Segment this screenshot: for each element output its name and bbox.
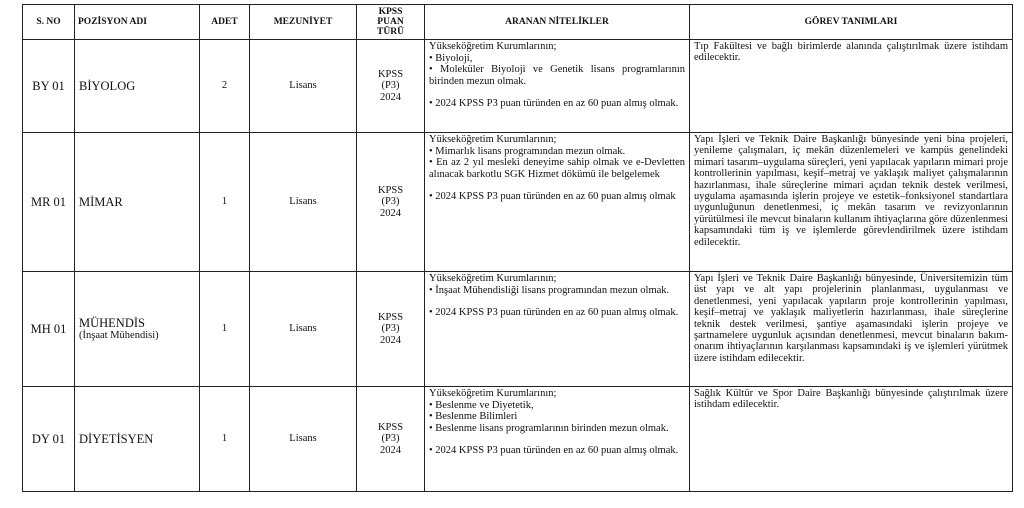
requirement-line: Yükseköğretim Kurumlarının; [429,273,557,284]
row-code: MH 01 [23,272,75,387]
row-kpss [357,387,425,492]
requirement-spacer [429,87,685,98]
kpss-line: (P3) [381,80,400,92]
requirement-line: • Biyoloji, [429,52,473,64]
position-name: DİYETİSYEN [79,432,154,446]
row-education: Lisans [250,133,357,272]
table-row [23,272,1013,387]
requirement-line: Yükseköğretim Kurumlarının; [429,388,557,399]
requirement-line: • 2024 KPSS P3 puan türünden en az 60 puan almış olmak [429,191,676,202]
kpss-line: (P3) [381,196,400,208]
table-row [23,40,1013,133]
position-name: BİYOLOG [79,79,136,93]
row-position [75,387,200,492]
position-subtitle: (İnşaat Mühendisi) [79,329,159,341]
requirement-line: • Moleküler Biyoloji ve Genetik lisans programlarının birinden mezun olmak. [429,64,685,87]
row-count: 1 [200,272,250,387]
kpss-line: KPSS [377,184,404,196]
kpss-line: KPSS [377,311,404,323]
requirement-line: • İnşaat Mühendisliği lisans programından mezun olmak. [429,284,670,296]
header-requirements: ARANAN NİTELİKLER [425,5,690,40]
kpss-line: KPSS [377,421,404,433]
kpss-line: KPSS [377,68,404,80]
kpss-line: (P3) [381,433,400,445]
header-sno: S. NO [23,5,75,40]
row-count: 1 [200,133,250,272]
row-requirements [425,40,690,133]
requirement-spacer [429,180,685,191]
row-count: 2 [200,40,250,133]
kpss-line: 2024 [380,444,401,456]
position-name: MİMAR [79,195,123,209]
row-code: BY 01 [23,40,75,133]
header-count: ADET [200,5,250,40]
requirement-line: • Beslenme Bilimleri [429,411,518,422]
header-kpss-line3: TÜRÜ [377,27,404,37]
row-kpss [357,133,425,272]
row-count: 1 [200,387,250,492]
table-row [23,387,1013,492]
header-education: MEZUNİYET [250,5,357,40]
row-duties: Tıp Fakültesi ve bağlı birimlerde alanında çalıştırılmak üzere istihdam edilecektir. [690,40,1013,133]
header-kpss [357,5,425,40]
row-education: Lisans [250,40,357,133]
requirement-line: • Beslenme ve Diyetetik, [429,399,534,411]
row-code: DY 01 [23,387,75,492]
row-requirements [425,133,690,272]
requirement-line: • 2024 KPSS P3 puan türünden en az 60 puan almış olmak. [429,307,679,318]
row-position [75,272,200,387]
kpss-line: 2024 [380,334,401,346]
row-position [75,133,200,272]
header-position: POZİSYON ADI [75,5,200,40]
requirement-line: • Beslenme lisans programlarının birinden mezun olmak. [429,422,669,434]
row-requirements [425,272,690,387]
row-kpss [357,40,425,133]
row-duties: Sağlık Kültür ve Spor Daire Başkanlığı bünyesinde çalıştırılmak üzere istihdam edilecektir. [690,387,1013,492]
kpss-line: 2024 [380,91,401,103]
positions-table [22,4,1013,492]
requirement-line: • En az 2 yıl mesleki deneyime sahip olmak ve e-Devletten alınacak barkotlu SGK Hizmet dökümü ile belgelemek [429,157,685,180]
requirement-spacer [429,434,685,445]
row-position [75,40,200,133]
requirement-line: Yükseköğretim Kurumlarının; [429,134,557,145]
header-kpss-line2: PUAN [377,17,404,27]
row-education: Lisans [250,272,357,387]
requirement-line: Yükseköğretim Kurumlarının; [429,41,557,52]
requirement-line: • 2024 KPSS P3 puan türünden en az 60 puan almış olmak. [429,98,679,109]
kpss-line: 2024 [380,207,401,219]
header-kpss-line1: KPSS [378,7,403,17]
row-kpss [357,272,425,387]
position-name: MÜHENDİS [79,315,145,330]
table-row [23,133,1013,272]
header-row [23,5,1013,40]
requirement-spacer [429,296,685,307]
row-code: MR 01 [23,133,75,272]
row-requirements [425,387,690,492]
kpss-line: (P3) [381,323,400,335]
row-education: Lisans [250,387,357,492]
header-duties: GÖREV TANIMLARI [690,5,1013,40]
requirement-line: • Mimarlık lisans programından mezun olmak. [429,145,626,157]
requirement-line: • 2024 KPSS P3 puan türünden en az 60 puan almış olmak. [429,445,679,456]
row-duties: Yapı İşleri ve Teknik Daire Başkanlığı bünyesinde yeni bina projeleri, yenileme çalışmaları, iç mekân düzenlemeleri ve kampüs genelindeki mimari tasarım–uygulama süreçleri, yeni yapılacak yapıların mimari proje kontrollerinin yapılması, keşif–metraj ve yaklaşık maliyet çalışmalarının hazırlanması, ihale süreçlerine mimari açıdan teknik destek verilmesi, uygulama aşamasında işlerin projeye ve estetik–fonksiyonel standartlara uygunluğunun denetlenmesi, iç mekân tasarım ve revizyonlarının yürütülmesi ile mevcut binaların kullanım ihtiyaçlarına göre düzenlenmesi kapsamındaki tüm iş ve işlemlerde görevlendirilmek üzere istihdam edilecektir. [690,133,1013,272]
row-duties: Yapı İşleri ve Teknik Daire Başkanlığı bünyesinde, Üniversitemizin tüm üst yapı ve alt yapı projelerinin planlanması, uygulanması ve denetlenmesi, yeni yapılacak yapıların proje kontrollerinin yapılması, keşif–metraj ve yaklaşık maliyetlerin hazırlanması, ihale süreçlerine teknik destek verilmesi, şantiye aşamasındaki işlerin projeye ve şartnamelere uygunluk açısından denetlenmesi, mevcut binaların bakım-onarım ihtiyaçlarının karşılanması kapsamındaki iş ve işlemleri yürütmek üzere istihdam edilecektir. [690,272,1013,387]
